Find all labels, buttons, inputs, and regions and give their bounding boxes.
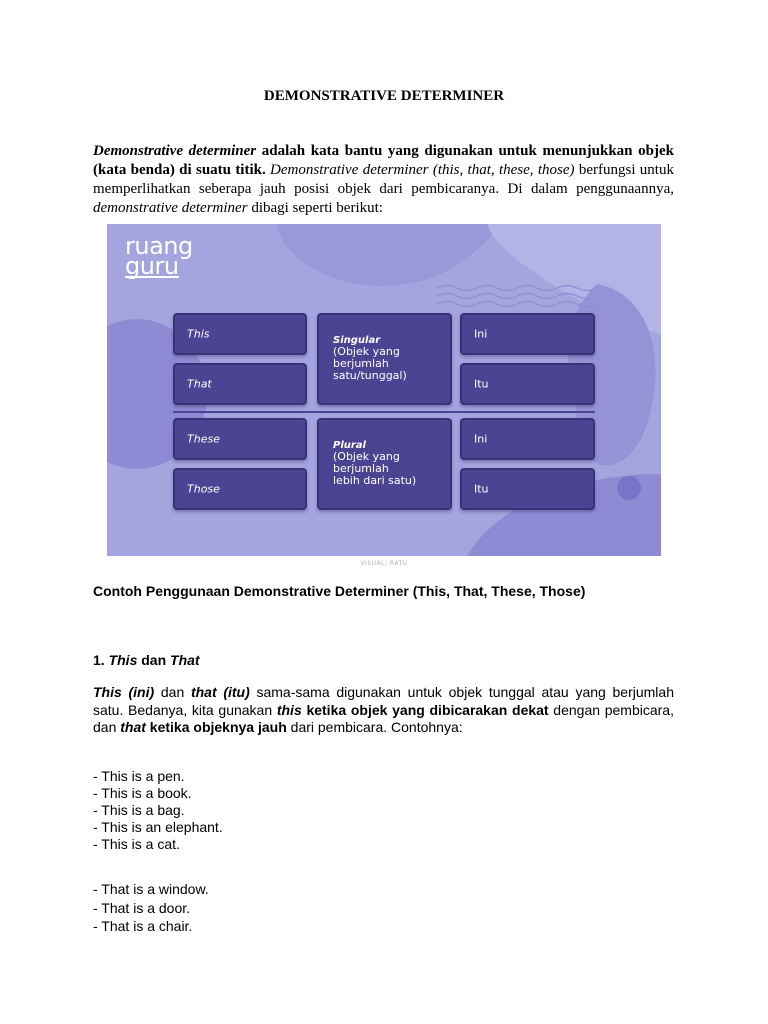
that-examples-list — [93, 880, 209, 936]
intro-definition: adalah kata bantu yang digunakan untuk menunjukkan objek (kata benda) di suatu titik. — [93, 143, 674, 178]
card-itu-plural — [460, 468, 595, 510]
intro-term: Demonstrative determiner — [93, 143, 257, 159]
card-this — [173, 313, 307, 355]
intro-examples: Demonstrative determiner (this, that, these, those) — [265, 162, 575, 178]
figure-divider — [173, 411, 595, 413]
list-item: - This is a bag. — [93, 802, 185, 818]
card-these — [173, 418, 307, 460]
card-that-label: That — [187, 377, 212, 391]
section-1-this: This — [108, 652, 138, 668]
card-ini-plural-label: Ini — [474, 432, 488, 446]
list-item: - This is a cat. — [93, 836, 180, 852]
card-that — [173, 363, 307, 405]
para-dan: dan — [154, 684, 191, 700]
card-itu-singular-label: Itu — [474, 377, 489, 391]
intro-end: dibagi seperti berikut: — [247, 200, 383, 216]
plural-description: (Objek yang berjumlah lebih dari satu) — [333, 450, 417, 487]
para-text-2: dengan pembicara, dan — [93, 701, 674, 735]
section-1-paragraph — [93, 684, 674, 737]
card-this-label: This — [187, 327, 210, 341]
list-item: - This is a pen. — [93, 768, 185, 784]
para-that-itu: that (itu) — [190, 684, 250, 700]
card-these-label: These — [187, 432, 220, 446]
logo-line-1: ruang — [125, 232, 193, 260]
singular-heading: Singular — [333, 335, 381, 346]
list-item: - That is a chair. — [93, 918, 193, 934]
para-text-3: dari pembicara. Contohnya: — [286, 719, 463, 735]
para-this: this — [276, 701, 302, 718]
list-item: - This is a book. — [93, 785, 192, 801]
determiner-figure — [107, 224, 661, 556]
card-itu-singular — [460, 363, 595, 405]
logo-line-2: guru — [125, 252, 179, 280]
list-item: - That is a window. — [93, 881, 209, 897]
intro-function: berfungsi untuk memperlihatkan seberapa jauh posisi objek dari pembicaranya. Di dalam penggunaannya, — [93, 162, 674, 197]
figure-credit: VISUAL: RATU — [107, 557, 661, 571]
intro-term-2: demonstrative determiner — [93, 200, 248, 216]
singular-description: (Objek yang berjumlah satu/tunggal) — [333, 345, 407, 382]
plural-heading: Plural — [333, 440, 366, 451]
para-this-ini: This (ini) — [93, 684, 155, 700]
para-that: that — [120, 719, 146, 735]
para-far: ketika objeknya jauh — [145, 719, 287, 735]
card-those — [173, 468, 307, 510]
section-1-heading — [93, 652, 200, 668]
this-examples-list — [93, 768, 223, 853]
card-those-label: Those — [187, 482, 220, 496]
card-ini-singular-label: Ini — [474, 327, 488, 341]
document-title: DEMONSTRATIVE DETERMINER — [263, 88, 505, 104]
para-near: ketika objek yang dibicarakan dekat — [301, 701, 549, 718]
list-item: - That is a door. — [93, 899, 191, 916]
card-singular — [317, 313, 452, 405]
ruangguru-logo — [125, 232, 193, 280]
section-1-dan: dan — [137, 652, 171, 668]
section-1-number: 1. — [93, 652, 109, 668]
section-1-that: That — [170, 652, 200, 668]
para-text-1: sama-sama digunakan untuk objek tunggal atau yang berjumlah satu. Bedanya, kita gunakan — [93, 684, 674, 718]
list-item: - This is an elephant. — [93, 819, 223, 835]
card-ini-singular — [460, 313, 595, 355]
card-ini-plural — [460, 418, 595, 460]
card-plural — [317, 418, 452, 510]
example-heading: Contoh Penggunaan Demonstrative Determiner (This, That, These, Those) — [93, 583, 586, 599]
card-itu-plural-label: Itu — [474, 482, 489, 496]
intro-paragraph — [93, 142, 674, 218]
